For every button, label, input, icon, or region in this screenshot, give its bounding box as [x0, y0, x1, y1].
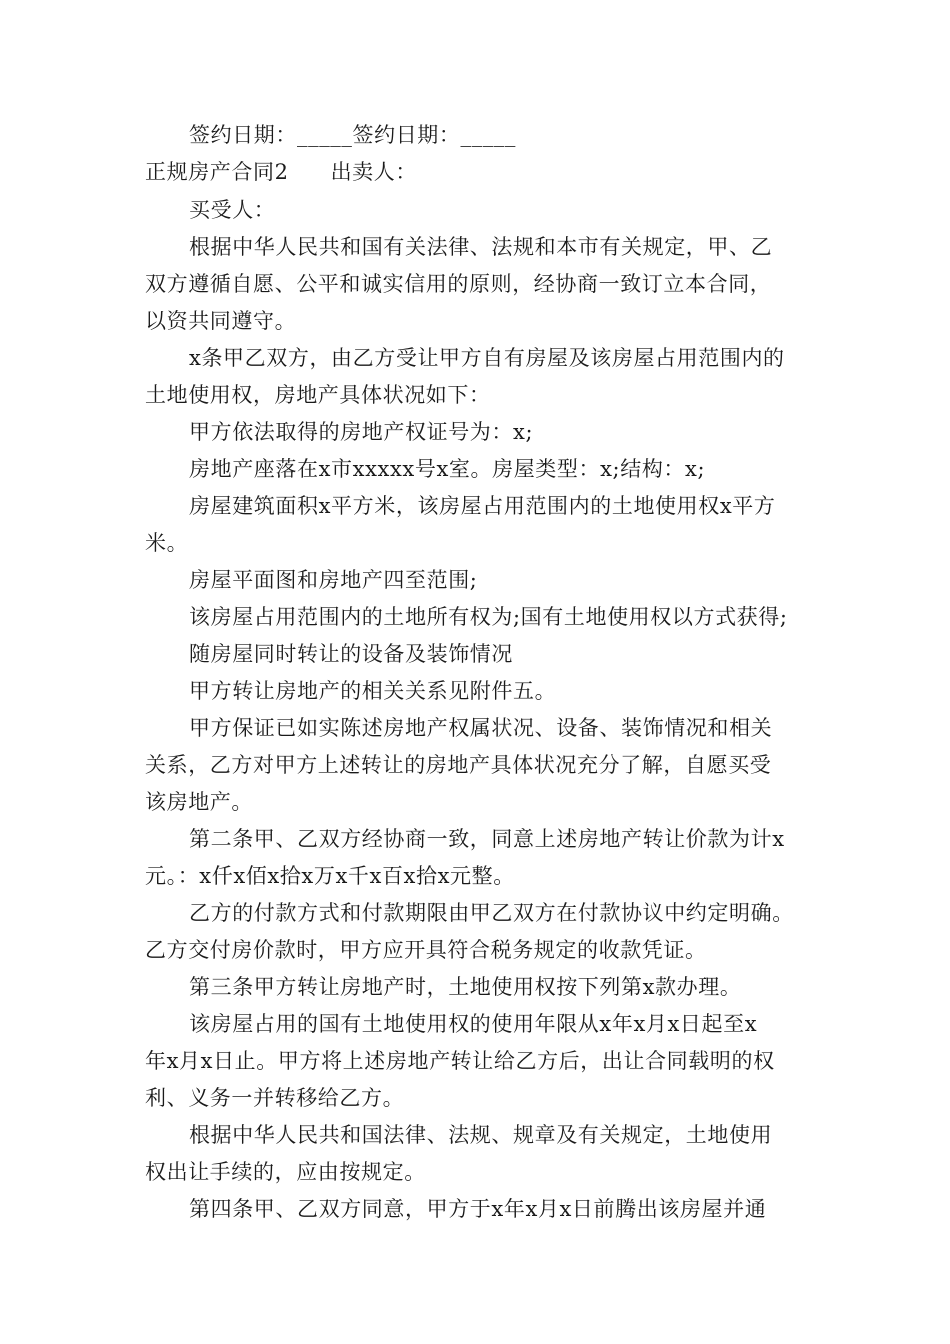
paragraph-line: 米。 [145, 531, 189, 555]
paragraph-line: 乙方交付房价款时，甲方应开具符合税务规定的收款凭证。 [145, 938, 707, 962]
paragraph-line: 权出让手续的，应由按规定。 [145, 1160, 426, 1184]
paragraph-line: 第三条甲方转让房地产时，土地使用权按下列第x款办理。 [189, 975, 742, 999]
paragraph-line: 双方遵循自愿、公平和诚实信用的原则，经协商一致订立本合同， [145, 272, 772, 296]
paragraph-line: 该房地产。 [145, 790, 253, 814]
paragraph-line: 甲方保证已如实陈述房地产权属状况、设备、装饰情况和相关 [189, 716, 773, 740]
buyer-label: 买受人： [189, 198, 276, 222]
signing-date-line: 签约日期：_____签约日期：_____ [189, 123, 516, 147]
paragraph-line: 年x月x日止。甲方将上述房地产转让给乙方后，出让合同载明的权 [145, 1049, 775, 1073]
paragraph-line: 该房屋占用的国有土地使用权的使用年限从x年x月x日起至x [189, 1012, 758, 1036]
paragraph-line: 根据中华人民共和国有关法律、法规和本市有关规定，甲、乙 [189, 235, 773, 259]
paragraph-line: 元。：x仟x佰x拾x万x千x百x拾x元整。 [145, 864, 515, 888]
paragraph-line: 甲方依法取得的房地产权证号为：x; [189, 420, 534, 444]
paragraph-line: 利、义务一并转移给乙方。 [145, 1086, 405, 1110]
paragraph-line: 第二条甲、乙双方经协商一致，同意上述房地产转让价款为计x [189, 827, 785, 851]
paragraph-line: 房屋建筑面积x平方米，该房屋占用范围内的土地使用权x平方 [189, 494, 776, 518]
paragraph-line: 关系，乙方对甲方上述转让的房地产具体状况充分了解，自愿买受 [145, 753, 772, 777]
paragraph-line: 甲方转让房地产的相关关系见附件五。 [189, 679, 557, 703]
paragraph-line: x条甲乙双方，由乙方受让甲方自有房屋及该房屋占用范围内的 [189, 346, 785, 370]
paragraph-line: 房屋平面图和房地产四至范围; [189, 568, 478, 592]
seller-label: 出卖人： [330, 160, 417, 184]
paragraph-line: 以资共同遵守。 [145, 309, 297, 333]
contract-title: 正规房产合同2 [145, 160, 289, 184]
paragraph-line: 第四条甲、乙双方同意，甲方于x年x月x日前腾出该房屋并通 [189, 1197, 767, 1221]
paragraph-line: 房地产座落在x市xxxxx号x室。房屋类型：x;结构：x; [189, 457, 706, 481]
paragraph-line: 土地使用权，房地产具体状况如下： [145, 383, 491, 407]
paragraph-line: 根据中华人民共和国法律、法规、规章及有关规定，土地使用 [189, 1123, 773, 1147]
paragraph-line: 该房屋占用范围内的土地所有权为;国有土地使用权以方式获得; [189, 605, 788, 629]
paragraph-line: 乙方的付款方式和付款期限由甲乙双方在付款协议中约定明确。 [189, 901, 794, 925]
paragraph-line: 随房屋同时转让的设备及装饰情况 [189, 642, 513, 666]
contract-title-line [145, 158, 417, 186]
